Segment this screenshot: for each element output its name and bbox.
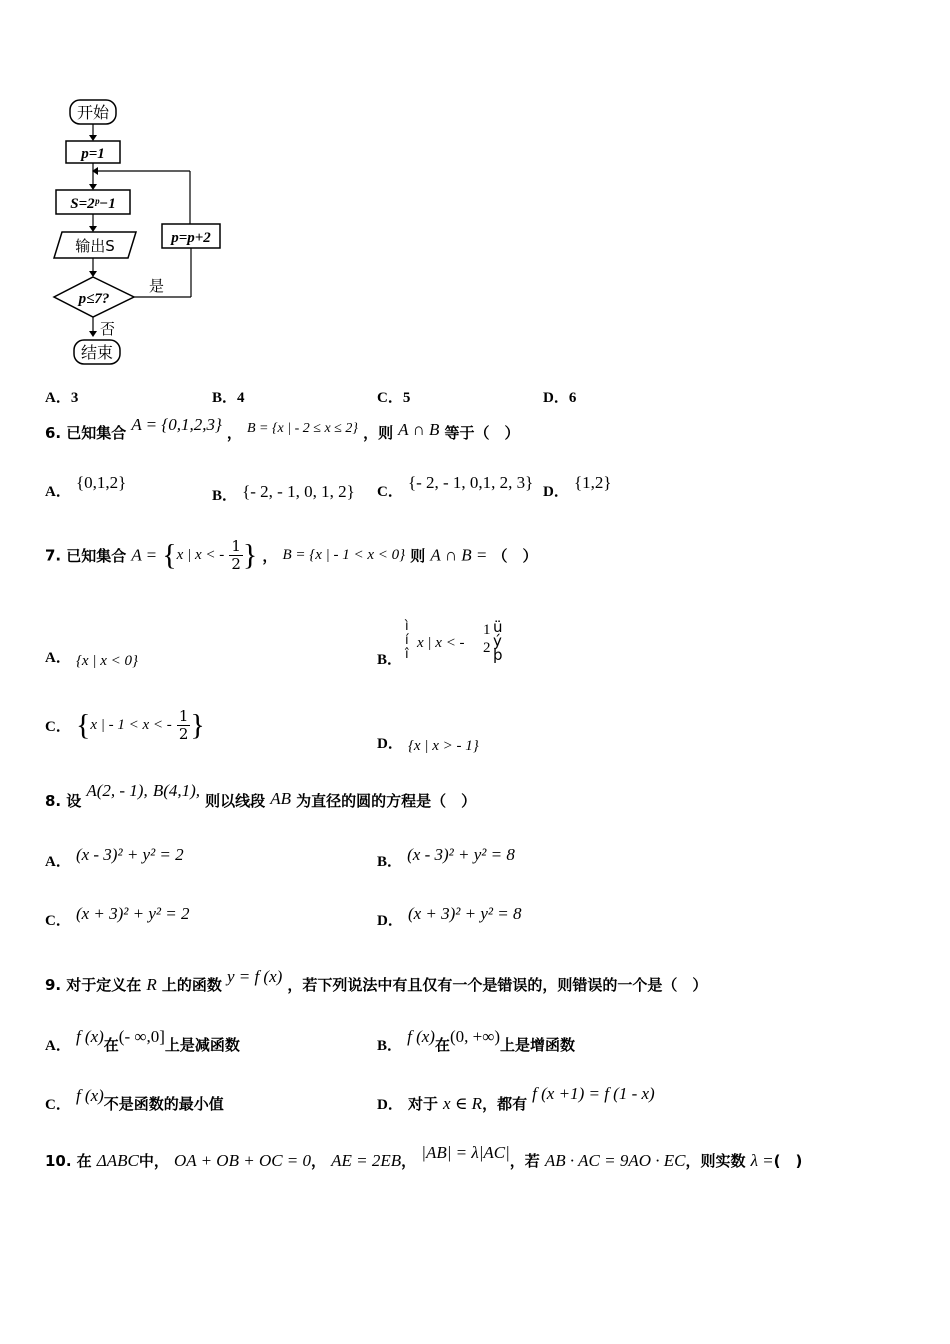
q9-option-b[interactable] bbox=[377, 1027, 576, 1055]
question-text: 上的函数 bbox=[161, 976, 222, 994]
fraction bbox=[177, 708, 191, 743]
option-label: A． bbox=[45, 484, 71, 500]
q5-option-d[interactable] bbox=[543, 386, 576, 407]
fraction-denominator: 2 bbox=[231, 555, 241, 573]
option-label: A． bbox=[45, 854, 71, 870]
fraction-numerator: 1 bbox=[178, 707, 189, 725]
condition: AE = 2EB bbox=[331, 1151, 402, 1170]
question-text: 已知集合 bbox=[66, 547, 127, 565]
q7-option-d[interactable] bbox=[377, 732, 479, 753]
q9-stem bbox=[45, 967, 708, 995]
option-label: A． bbox=[45, 1038, 71, 1054]
q8-option-d[interactable] bbox=[377, 904, 522, 930]
right-brace: } bbox=[190, 708, 205, 742]
option-label: D． bbox=[377, 1097, 403, 1113]
option-label: C． bbox=[377, 484, 403, 500]
option-label: D． bbox=[377, 913, 403, 929]
separator: ， bbox=[262, 547, 278, 565]
option-text: 不是函数的最小值 bbox=[103, 1095, 224, 1113]
flowchart-compute-text: S=2ᵖ−1 bbox=[70, 196, 116, 212]
q5-option-a[interactable] bbox=[45, 386, 78, 407]
question-number: 7. bbox=[45, 546, 62, 565]
condition: AB · AC = 9AO · EC bbox=[544, 1151, 686, 1170]
q6-option-a[interactable] bbox=[45, 473, 127, 501]
option-text: (x - 3)² + y² = 8 bbox=[407, 845, 515, 864]
point-b: B(4,1), bbox=[152, 781, 201, 800]
condition: |AB| = λ|AC| bbox=[421, 1143, 510, 1162]
question-text: ( ) bbox=[773, 1152, 803, 1170]
option-text: 5 bbox=[402, 390, 411, 406]
fraction-denominator: 2 bbox=[178, 725, 189, 743]
q5-option-b[interactable] bbox=[212, 386, 245, 407]
option-text: 3 bbox=[70, 390, 79, 406]
option-label: C． bbox=[377, 390, 403, 406]
option-label: B． bbox=[377, 652, 403, 668]
q7-option-a[interactable] bbox=[45, 646, 138, 667]
option-text: {0,1,2} bbox=[75, 473, 127, 492]
flowchart-init-text: p=1 bbox=[81, 146, 105, 162]
separator: ， bbox=[401, 1152, 417, 1170]
option-label: B． bbox=[377, 854, 403, 870]
left-brace: { bbox=[75, 708, 91, 742]
option-text: 对于 bbox=[407, 1095, 438, 1113]
fraction-denominator: 2 bbox=[483, 640, 491, 656]
expression: A ∩ B = bbox=[430, 545, 488, 565]
flowchart-yes-label: 是 bbox=[149, 277, 165, 295]
segment: AB bbox=[270, 789, 292, 808]
set-a: A = {0,1,2,3} bbox=[131, 415, 222, 434]
question-text: 中， bbox=[138, 1152, 169, 1170]
option-label: D． bbox=[543, 484, 569, 500]
function: f (x) bbox=[75, 1086, 104, 1105]
option-label: C． bbox=[45, 913, 71, 929]
garble-glyph: þ bbox=[493, 646, 503, 664]
fraction-numerator: 1 bbox=[231, 537, 241, 555]
option-text: ，都有 bbox=[482, 1095, 528, 1113]
question-text: ，则实数 bbox=[685, 1152, 746, 1170]
point-a: A(2, - 1), bbox=[86, 781, 148, 800]
question-number: 9. bbox=[45, 976, 62, 994]
question-text: 则以线段 bbox=[205, 792, 266, 810]
condition: OA + OB + OC = 0 bbox=[173, 1151, 312, 1170]
flowchart-diagram bbox=[48, 95, 238, 370]
question-text: 则 bbox=[410, 547, 426, 565]
expression: A ∩ B bbox=[398, 420, 440, 439]
interval: (- ∞,0] bbox=[118, 1027, 165, 1046]
q7-stem bbox=[45, 538, 537, 573]
q10-stem bbox=[45, 1143, 803, 1171]
q9-option-a[interactable] bbox=[45, 1027, 240, 1055]
option-text: {- 2, - 1, 0, 1, 2} bbox=[242, 482, 355, 501]
option-text: (x + 3)² + y² = 2 bbox=[75, 904, 190, 923]
question-text: 设 bbox=[66, 792, 82, 810]
question-text: 已知集合 bbox=[66, 424, 127, 442]
option-text: 上是减函数 bbox=[164, 1036, 240, 1054]
garble-glyph: ü bbox=[493, 618, 503, 636]
domain: x ∈ R bbox=[443, 1094, 483, 1113]
function: f (x) bbox=[75, 1027, 104, 1046]
equation: f (x +1) = f (1 - x) bbox=[532, 1084, 655, 1103]
option-text: 6 bbox=[568, 390, 577, 406]
option-label: A． bbox=[45, 650, 71, 666]
q9-option-d[interactable] bbox=[377, 1084, 655, 1114]
option-text: (x + 3)² + y² = 8 bbox=[407, 904, 522, 923]
fraction-numerator: 1 bbox=[483, 622, 491, 638]
q6-stem bbox=[45, 415, 520, 443]
set-b: B = {x | - 1 < x < 0} bbox=[282, 547, 406, 563]
question-number: 8. bbox=[45, 792, 62, 810]
garble-glyph: ý bbox=[493, 632, 502, 650]
option-label: D． bbox=[543, 390, 569, 406]
q6-option-b[interactable] bbox=[212, 484, 355, 505]
question-number: 10. bbox=[45, 1152, 72, 1170]
question-text: ，若下列说法中有且仅有一个是错误的，则错误的一个是（ ） bbox=[287, 976, 708, 994]
q5-option-c[interactable] bbox=[377, 386, 410, 407]
set-a-label: A = bbox=[131, 545, 158, 565]
question-text: 在 bbox=[76, 1152, 92, 1170]
garble-glyph: í bbox=[405, 633, 409, 648]
option-text: 在 bbox=[434, 1036, 450, 1054]
right-brace: } bbox=[242, 538, 258, 572]
question-number: 6. bbox=[45, 424, 62, 442]
option-label: B． bbox=[212, 390, 238, 406]
question-text: 等于（ ） bbox=[444, 424, 520, 442]
option-label: C． bbox=[45, 1097, 71, 1113]
fraction bbox=[229, 538, 243, 573]
triangle: ΔABC bbox=[96, 1151, 139, 1170]
function: f (x) bbox=[407, 1027, 435, 1046]
q8-option-c[interactable] bbox=[45, 904, 190, 930]
garble-glyph: î bbox=[405, 647, 409, 662]
garble-glyph: ì bbox=[405, 619, 409, 634]
q7-option-c[interactable] bbox=[45, 708, 205, 743]
option-text: x | - 1 < x < - bbox=[90, 717, 172, 733]
option-text: x | x < - bbox=[417, 635, 465, 651]
flowchart-update-text: p=p+2 bbox=[171, 230, 211, 246]
interval: (0, +∞) bbox=[449, 1027, 500, 1046]
set-b: B = {x | - 2 ≤ x ≤ 2} bbox=[246, 421, 358, 436]
option-text: {1,2} bbox=[573, 473, 612, 492]
fraction bbox=[483, 623, 491, 656]
q6-option-c[interactable] bbox=[377, 473, 534, 501]
option-text: 上是增函数 bbox=[500, 1036, 576, 1054]
flowchart-no-label: 否 bbox=[100, 320, 116, 338]
flowchart-end-text: 结束 bbox=[80, 343, 114, 362]
option-label: B． bbox=[212, 488, 238, 504]
garbled-left-brace bbox=[405, 620, 409, 662]
option-label: D． bbox=[377, 736, 403, 752]
flowchart-condition-text: p≤7? bbox=[78, 291, 110, 307]
question-text: ，若 bbox=[509, 1152, 540, 1170]
set-a-body: x | x < - bbox=[176, 547, 225, 563]
q8-option-a[interactable] bbox=[45, 845, 184, 871]
option-text: {x | x > - 1} bbox=[407, 738, 479, 754]
option-text: {x | x < 0} bbox=[75, 653, 138, 669]
lambda: λ = bbox=[750, 1151, 774, 1170]
option-label: C． bbox=[45, 719, 71, 735]
flowchart-output-text: 输出S bbox=[75, 237, 115, 255]
q8-stem bbox=[45, 781, 477, 811]
separator: ， bbox=[311, 1152, 327, 1170]
option-label: B． bbox=[377, 1038, 403, 1054]
option-text: 4 bbox=[237, 390, 245, 406]
separator: ， bbox=[226, 424, 242, 442]
left-brace: { bbox=[162, 538, 177, 572]
option-text: 在 bbox=[103, 1036, 119, 1054]
garbled-right-brace bbox=[493, 620, 503, 662]
option-label: A． bbox=[45, 390, 71, 406]
question-text: 为直径的圆的方程是（ ） bbox=[296, 792, 477, 810]
q6-option-d[interactable] bbox=[543, 473, 612, 501]
question-text: ，则 bbox=[363, 424, 394, 442]
q8-option-b[interactable] bbox=[377, 845, 515, 871]
set-r: R bbox=[146, 975, 157, 994]
question-text: 对于定义在 bbox=[66, 976, 142, 994]
q9-option-c[interactable] bbox=[45, 1086, 224, 1114]
flowchart-start-text: 开始 bbox=[76, 103, 110, 122]
option-text: {- 2, - 1, 0,1, 2, 3} bbox=[407, 473, 534, 492]
option-text: (x - 3)² + y² = 2 bbox=[75, 845, 184, 864]
question-text: （ ） bbox=[492, 547, 538, 565]
function: y = f (x) bbox=[226, 967, 283, 986]
